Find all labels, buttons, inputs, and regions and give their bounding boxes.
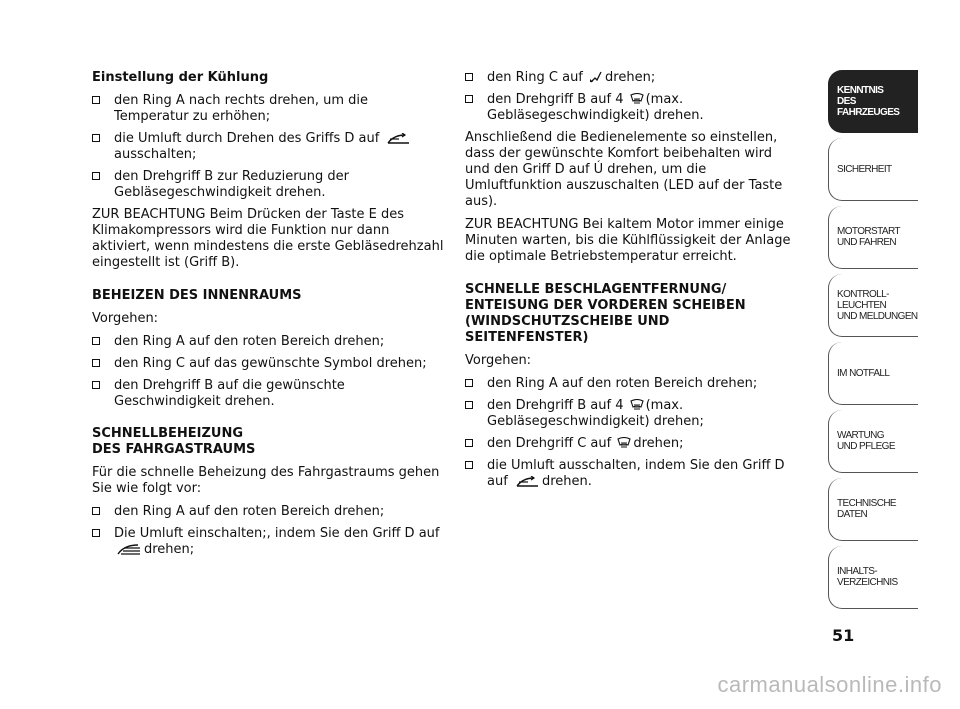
list-item: die Umluft ausschalten, indem Sie den Griff D auf drehen. xyxy=(465,458,795,490)
tab-kontrollleuchten[interactable]: KONTROLL- LEUCHTEN UND MELDUNGEN xyxy=(828,274,918,337)
recirculation-off-icon xyxy=(385,133,411,145)
right-column xyxy=(465,70,795,496)
intro-text: Für die schnelle Beheizung des Fahrgastraums gehen Sie wie folgt vor: xyxy=(92,465,440,496)
list-item: die Umluft durch Drehen des Griffs D auf ausschalten; xyxy=(92,131,444,163)
windscreen-defrost-icon xyxy=(617,437,631,450)
tab-inhaltsverzeichnis[interactable]: INHALTS- VERZEICHNIS xyxy=(828,546,918,609)
list-item: den Drehgriff B zur Reduzierung der Gebläsegeschwindigkeit drehen. xyxy=(92,169,444,201)
list-item: den Ring A auf den roten Bereich drehen; xyxy=(465,376,795,392)
list-item: den Drehgriff B auf 4 (max. Gebläsegeschwindigkeit) drehen. xyxy=(465,92,795,124)
page-number: 51 xyxy=(832,626,855,645)
tab-sicherheit[interactable]: SICHERHEIT xyxy=(828,138,918,201)
windscreen-defrost-icon xyxy=(630,93,644,106)
tab-technische-daten[interactable]: TECHNISCHE DATEN xyxy=(828,478,918,541)
note-beachtung: ZUR BEACHTUNG Bei kaltem Motor immer einige Minuten warten, bis die Kühlflüssigkeit der Anlage die optimale Betriebstemperatur erreicht. xyxy=(465,217,791,264)
tab-wartung[interactable]: WARTUNG UND PFLEGE xyxy=(828,410,918,473)
checkbox-bullet-icon xyxy=(92,337,100,345)
checkbox-bullet-icon xyxy=(465,379,473,387)
section-title-beheizen: BEHEIZEN DES INNENRAUMS xyxy=(92,288,302,303)
watermark: carmanualsonline.info xyxy=(717,672,942,697)
list-item: den Drehgriff B auf 4 (max. Gebläsegeschwindigkeit) drehen; xyxy=(465,398,795,430)
note-beachtung: ZUR BEACHTUNG Beim Drücken der Taste E des Klimakompressors wird die Funktion nur dann aktiviert, wenn mindestens die erste Gebläsedrehzahl eingestellt ist (Griff B). xyxy=(92,207,444,270)
tab-motorstart[interactable]: MOTORSTART UND FAHREN xyxy=(828,206,918,269)
checkbox-bullet-icon xyxy=(465,73,473,81)
section-title-enteisung: SCHNELLE BESCHLAGENTFERNUNG/ ENTEISUNG DER VORDEREN SCHEIBEN (WINDSCHUTZSCHEIBE UND SEITENFENSTER) xyxy=(465,282,746,345)
intro-text: Vorgehen: xyxy=(465,353,532,368)
list-item: den Ring C auf das gewünschte Symbol drehen; xyxy=(92,356,444,372)
list-item: den Drehgriff C auf drehen; xyxy=(465,436,795,452)
checkbox-bullet-icon xyxy=(92,96,100,104)
checkbox-bullet-icon xyxy=(92,529,100,537)
intro-text: Vorgehen: xyxy=(92,311,159,326)
list-item: den Ring A auf den roten Bereich drehen; xyxy=(92,504,444,520)
section-title-kuehlung: Einstellung der Kühlung xyxy=(92,70,269,85)
checkbox-bullet-icon xyxy=(465,401,473,409)
checkbox-bullet-icon xyxy=(92,381,100,389)
left-column xyxy=(92,70,444,564)
recirculation-off-icon xyxy=(514,476,540,488)
list-item: den Ring A auf den roten Bereich drehen; xyxy=(92,334,444,350)
foot-vent-icon xyxy=(589,71,603,84)
list-item: Die Umluft einschalten;, indem Sie den Griff D auf drehen; xyxy=(92,526,444,558)
list-item: den Drehgriff B auf die gewünschte Geschwindigkeit drehen. xyxy=(92,378,444,410)
body-paragraph: Anschließend die Bedienelemente so einstellen, dass der gewünschte Komfort beibehalten wird und den Griff D auf Ú drehen, um die Umluftfunktion auszuschalten (LED auf der Taste aus). xyxy=(465,130,783,209)
checkbox-bullet-icon xyxy=(465,439,473,447)
section-title-schnellbeheizung: SCHNELLBEHEIZUNG DES FAHRGASTRAUMS xyxy=(92,426,256,457)
chapter-tabs xyxy=(828,70,918,614)
list-item: den Ring A nach rechts drehen, um die Temperatur zu erhöhen; xyxy=(92,93,444,125)
tab-notfall[interactable]: IM NOTFALL xyxy=(828,342,918,405)
checkbox-bullet-icon xyxy=(92,134,100,142)
checkbox-bullet-icon xyxy=(465,461,473,469)
recirculation-on-icon xyxy=(116,543,142,556)
checkbox-bullet-icon xyxy=(92,359,100,367)
checkbox-bullet-icon xyxy=(465,95,473,103)
list-item: den Ring C auf drehen; xyxy=(465,70,795,86)
windscreen-defrost-icon xyxy=(630,399,644,412)
checkbox-bullet-icon xyxy=(92,172,100,180)
tab-kenntnis[interactable]: KENNTNIS DES FAHRZEUGES xyxy=(828,70,918,133)
checkbox-bullet-icon xyxy=(92,507,100,515)
